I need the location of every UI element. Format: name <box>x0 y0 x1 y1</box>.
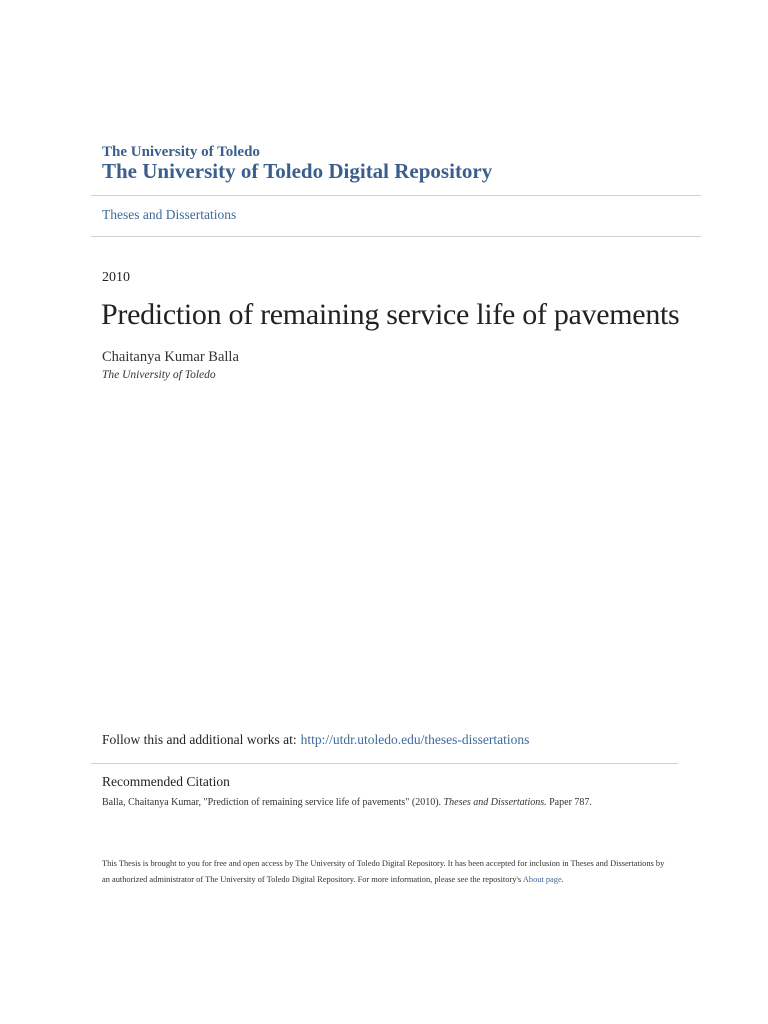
repository-title-link[interactable]: The University of Toledo Digital Repository <box>102 159 493 183</box>
header-divider-top <box>91 195 701 196</box>
header-divider-bottom <box>91 236 701 237</box>
document-title: Prediction of remaining service life of pavements <box>101 298 680 331</box>
about-page-link[interactable]: About page <box>522 875 562 884</box>
access-notice-end: . <box>561 875 564 884</box>
access-notice-text: This Thesis is brought to you for free and open access by The University of Toledo Digital Repository. It has been accepted for inclusion in Theses and Dissertations by an authorized administrator of The University of Toledo Digital Repository. For more information, please see the repository's <box>102 859 665 884</box>
citation-divider <box>91 763 678 764</box>
author-affiliation: The University of Toledo <box>102 369 216 381</box>
citation-text <box>102 797 592 808</box>
citation-prefix: Balla, Chaitanya Kumar, "Prediction of remaining service life of pavements" (2010). <box>102 797 442 808</box>
follow-line <box>102 732 529 748</box>
follow-label: Follow this and additional works at: <box>102 732 297 747</box>
citation-series: Theses and Dissertations. <box>443 797 547 808</box>
university-link[interactable]: The University of Toledo <box>102 144 260 160</box>
access-notice <box>102 856 668 888</box>
follow-url-link[interactable]: http://utdr.utoledo.edu/theses-dissertations <box>300 732 530 747</box>
publication-year: 2010 <box>102 270 130 285</box>
author-name: Chaitanya Kumar Balla <box>102 349 239 365</box>
citation-suffix: Paper 787. <box>549 797 592 808</box>
collection-link[interactable]: Theses and Dissertations <box>102 207 237 222</box>
citation-heading: Recommended Citation <box>102 774 230 789</box>
